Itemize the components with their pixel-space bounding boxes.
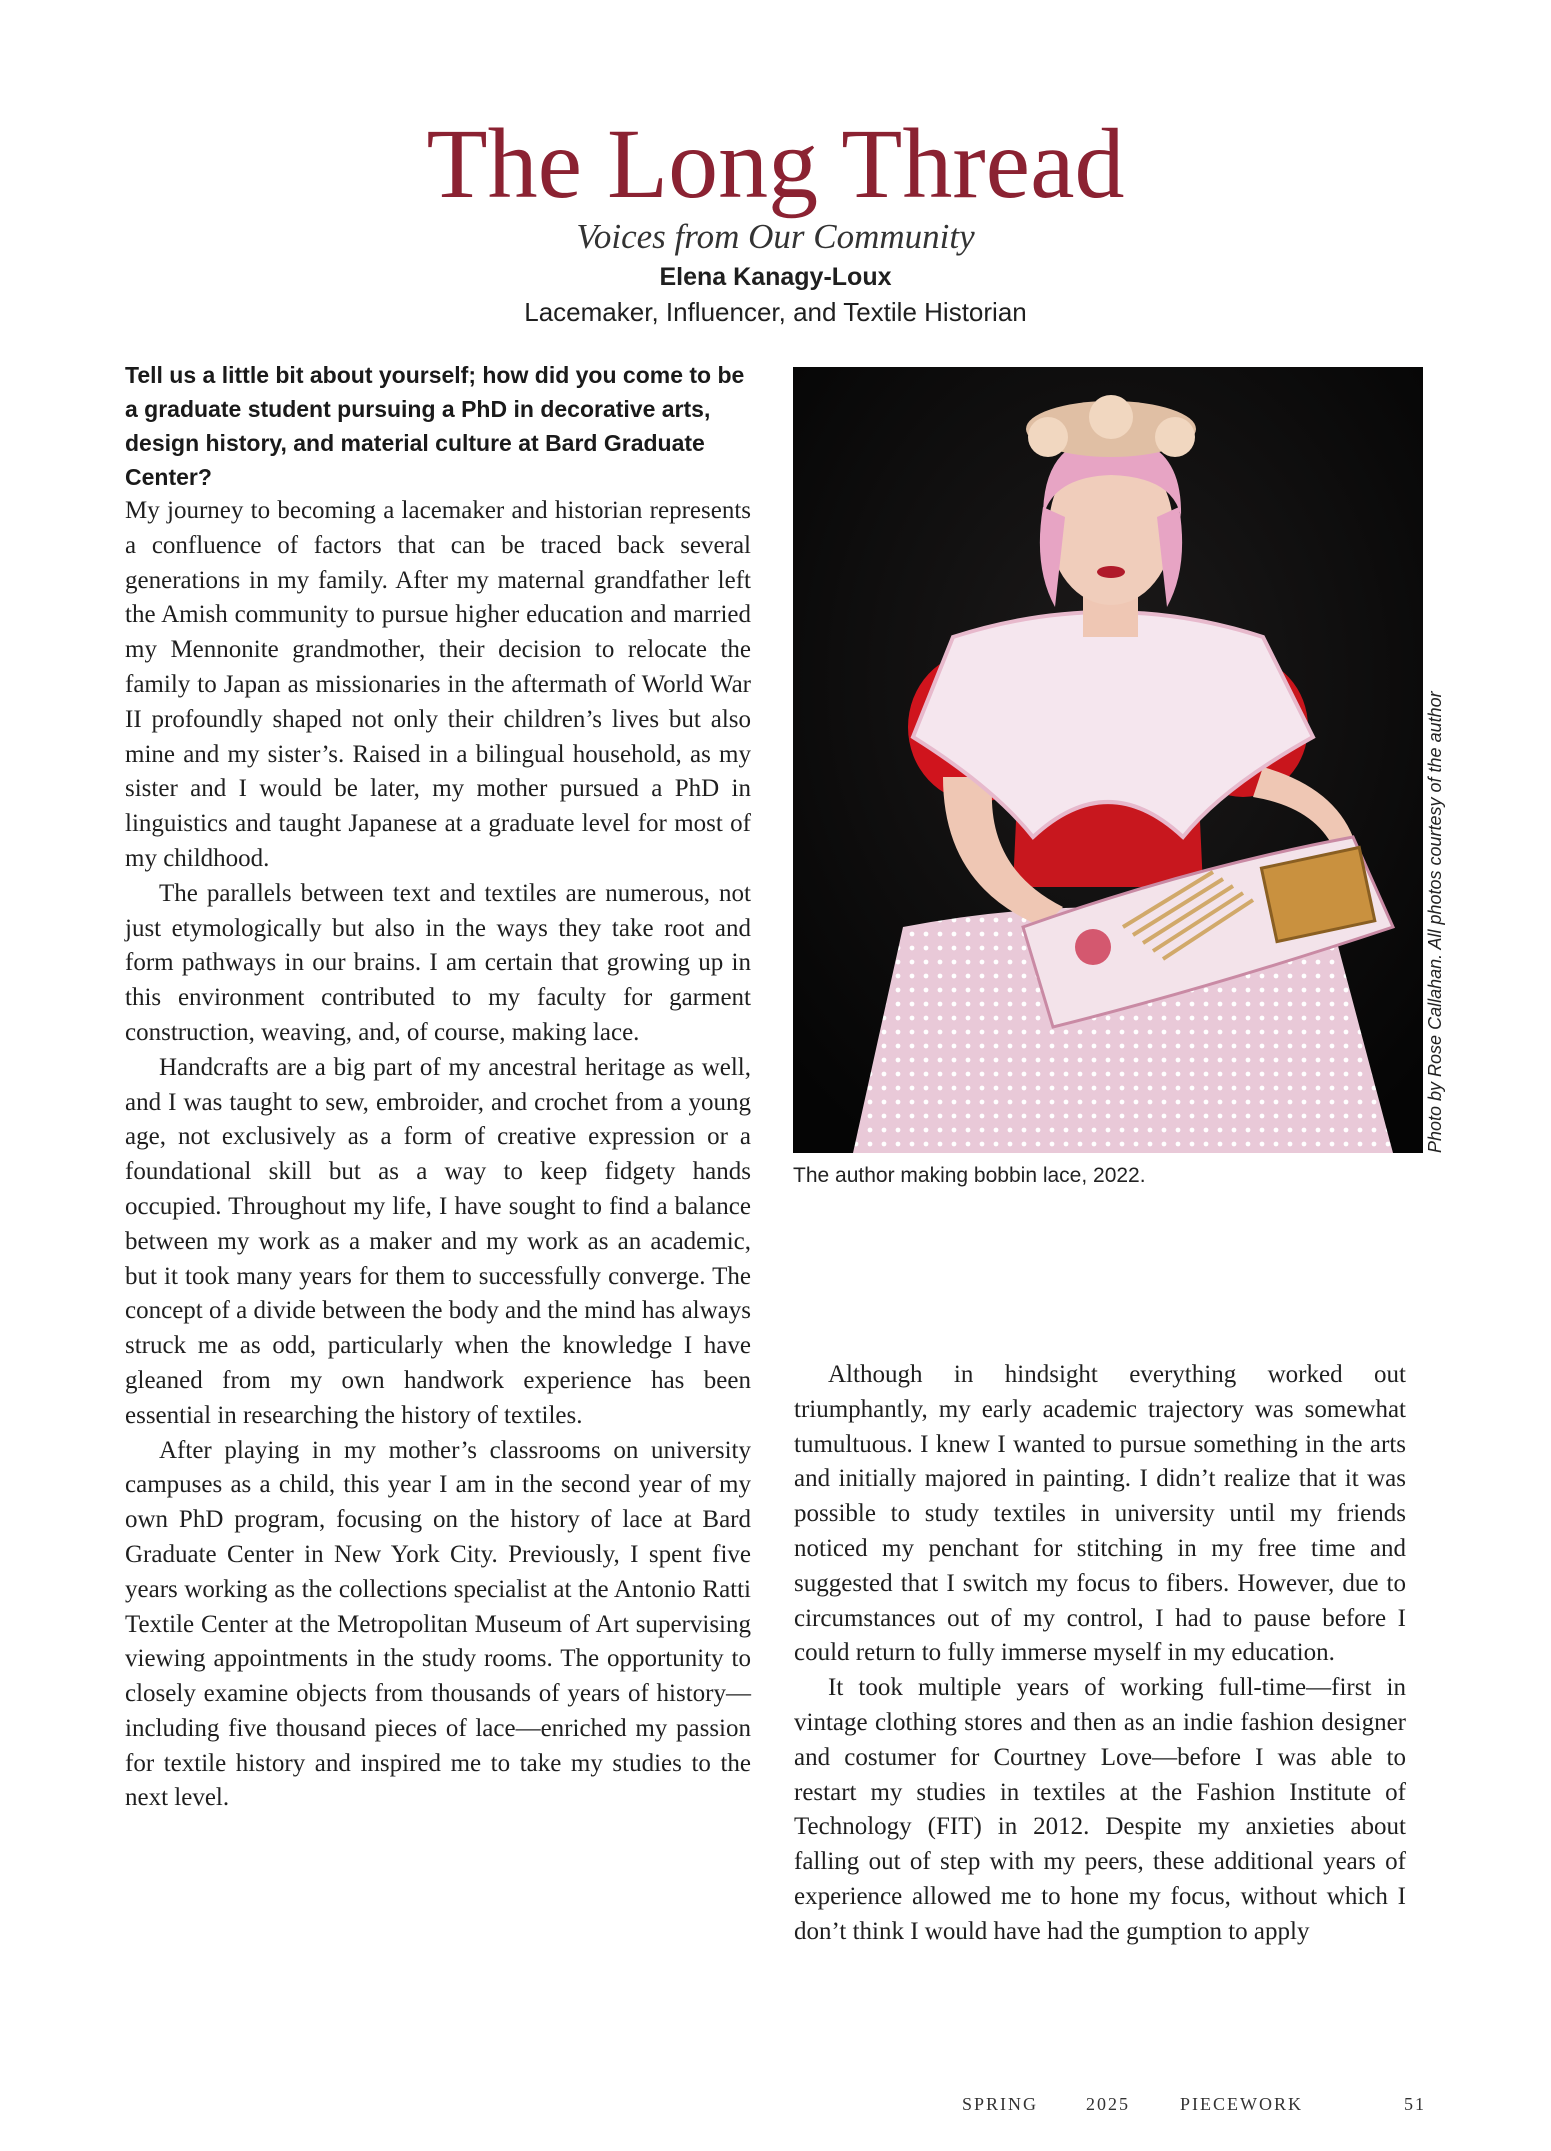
interview-question: Tell us a little bit about yourself; how did you come to be a graduate student pursuing a PhD in decorative arts, design history, and material culture at Bard Graduate Center? — [125, 362, 745, 490]
author-name: Elena Kanagy-Loux — [659, 263, 892, 291]
paragraph: The parallels between text and textiles are numerous, not just etymologically but also in the ways they take root and form pathways in our brains. I am certain that growing up in this environment contributed to my faculty for garment construction, weaving, and, of course, making lace. — [125, 879, 751, 1046]
paragraph: My journey to becoming a lacemaker and historian represents a confluence of factors that can be traced back several generations in my family. After my maternal grandfather left the Amish community to pursue higher education and married my Mennonite grandmother, their decision to relocate the family to Japan as missionaries in the aftermath of World War II profoundly shaped not only their children’s lives but also mine and my sister’s. Raised in a bilingual household, as my sister and I would be later, my mother pursued a PhD in linguistics and taught Japanese at a graduate level for most of my childhood. — [125, 497, 751, 872]
paragraph: It took multiple years of working full-time—first in vintage clothing stores and then as an indie fashion designer and costumer for Courtney Love—before I was able to restart my studies in textiles at the Fashion Institute of Technology (FIT) in 2012. Despite my anxieties about falling out of step with my peers, these additional years of experience allowed me to hone my focus, without which I don’t think I would have had the gumption to apply — [794, 1674, 1406, 1945]
right-column — [794, 1358, 1406, 1950]
footer-season: SPRING — [962, 2094, 1039, 2114]
left-column — [125, 358, 751, 1816]
paragraph: After playing in my mother’s classrooms on university campuses as a child, this year I am in the second year of my own PhD program, focusing on the history of lace at Bard Graduate Center in New York City. Previously, I spent five years working as the collections specialist at the Antonio Ratti Textile Center at the Metropolitan Museum of Art supervising viewing appointments in the study rooms. The opportunity to closely examine objects from thousands of years of history—including five thousand pieces of lace—enriched my passion for textile history and inspired me to take my studies to the next level. — [125, 1436, 751, 1812]
article-subtitle: Voices from Our Community — [576, 217, 975, 256]
photo-caption: The author making bobbin lace, 2022. — [793, 1164, 1146, 1187]
footer-year: 2025 — [1086, 2094, 1130, 2114]
paragraph: Handcrafts are a big part of my ancestral heritage as well, and I was taught to sew, embroider, and crochet from a young age, not exclusively as a form of creative expression or a foundational skill but as a way to keep fidgety hands occupied. Throughout my life, I have sought to find a balance between my work as a maker and my work as an academic, but it took many years for them to successfully converge. The concept of a divide between the body and the mind has always struck me as odd, particularly when the knowledge I have gleaned from my own handwork experience has been essential in researching the history of textiles. — [125, 1053, 751, 1429]
author-photo — [793, 367, 1423, 1153]
photo-credit: Photo by Rose Callahan. All photos courtesy of the author — [1425, 691, 1445, 1153]
paragraph: Although in hindsight everything worked out triumphantly, my early academic trajectory was somewhat tumultuous. I knew I wanted to pursue something in the arts and initially majored in painting. I didn’t realize that it was possible to study textiles in university until my friends noticed my penchant for stitching in my free time and suggested that I switch my focus to fibers. However, due to circumstances out of my control, I had to pause before I could return to fully immerse myself in my education. — [794, 1361, 1406, 1667]
article-header — [0, 108, 1551, 330]
article-title: The Long Thread — [426, 108, 1125, 219]
page-number: 51 — [1404, 2094, 1426, 2114]
author-role: Lacemaker, Influencer, and Textile Historian — [524, 297, 1027, 327]
author-photo-illustration — [793, 367, 1423, 1153]
footer-magazine: PIECEWORK — [1180, 2094, 1303, 2114]
